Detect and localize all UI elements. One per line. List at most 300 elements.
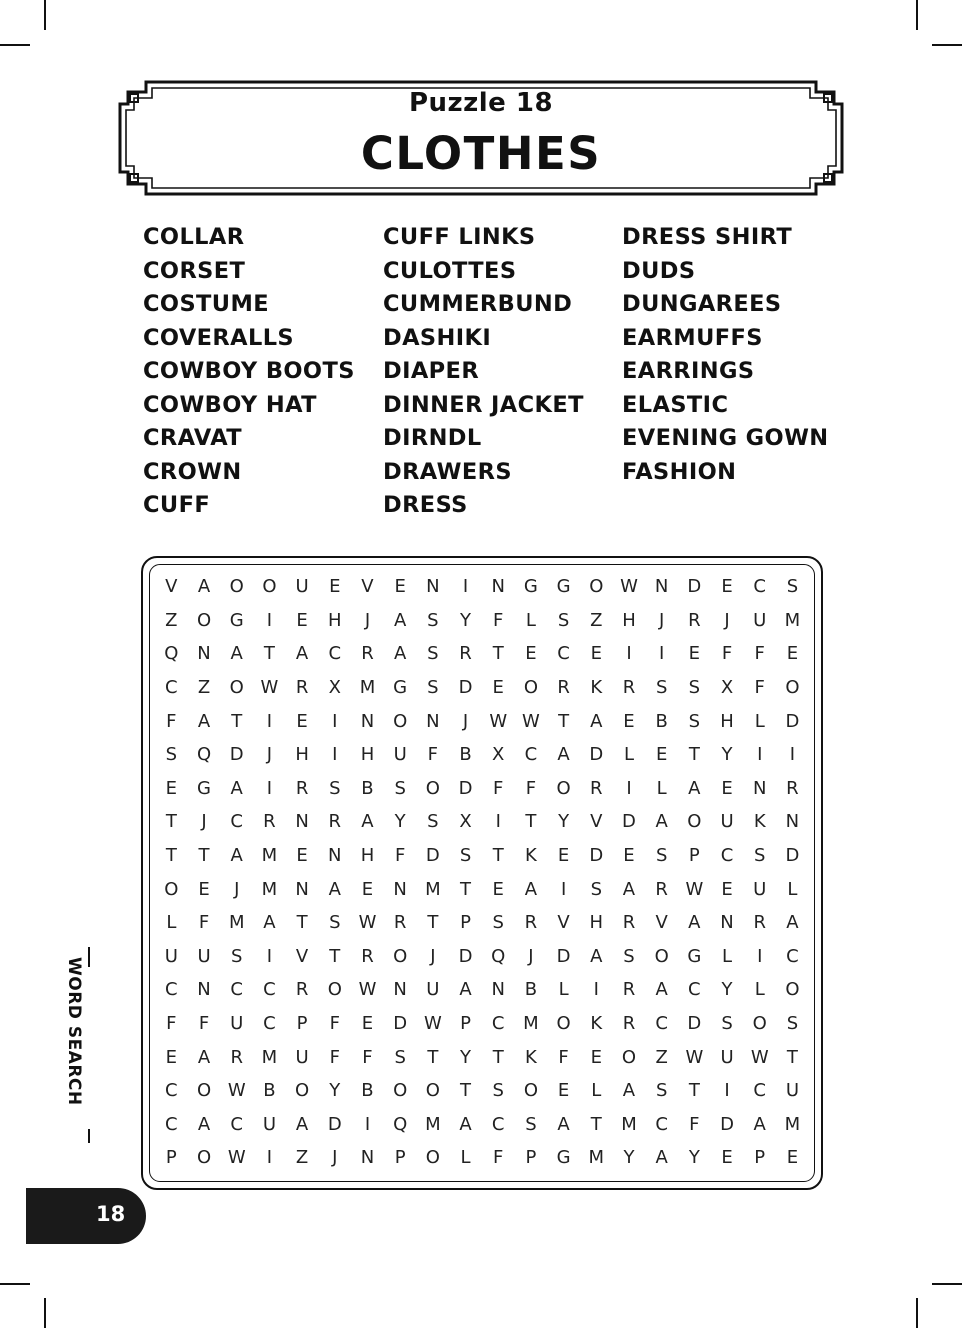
grid-letter[interactable]: L	[558, 979, 569, 1001]
grid-letter[interactable]: F	[525, 777, 537, 799]
grid-letter[interactable]: Z	[295, 1147, 309, 1169]
grid-letter[interactable]: Z	[590, 609, 603, 631]
grid-letter[interactable]: O	[654, 945, 669, 967]
grid-letter[interactable]: X	[720, 677, 734, 699]
grid-letter[interactable]: M	[261, 845, 278, 867]
grid-letter[interactable]: B	[361, 1080, 374, 1102]
grid-letter[interactable]: V	[165, 576, 178, 598]
grid-letter[interactable]: J	[266, 744, 273, 766]
grid-letter[interactable]: J	[332, 1147, 338, 1169]
grid-letter[interactable]: A	[688, 912, 701, 934]
grid-letter[interactable]: U	[426, 979, 440, 1001]
grid-letter[interactable]: W	[423, 1013, 442, 1035]
grid-letter[interactable]: R	[361, 945, 374, 967]
grid-letter[interactable]: A	[230, 845, 243, 867]
grid-letter[interactable]: P	[394, 1147, 406, 1169]
grid-letter[interactable]: G	[229, 609, 244, 631]
grid-letter[interactable]: S	[394, 777, 406, 799]
grid-letter[interactable]: P	[460, 1013, 471, 1035]
grid-letter[interactable]: E	[492, 677, 504, 699]
grid-letter[interactable]: O	[556, 1013, 571, 1035]
grid-letter[interactable]: U	[720, 811, 734, 833]
grid-letter[interactable]: L	[754, 710, 765, 732]
grid-letter[interactable]: F	[493, 609, 504, 631]
grid-letter[interactable]: E	[721, 1147, 733, 1169]
grid-letter[interactable]: T	[198, 845, 210, 867]
grid-letter[interactable]: R	[361, 643, 374, 665]
grid-letter[interactable]: O	[523, 677, 538, 699]
grid-letter[interactable]: O	[785, 979, 800, 1001]
grid-letter[interactable]: G	[556, 1147, 571, 1169]
grid-letter[interactable]: W	[685, 878, 704, 900]
grid-letter[interactable]: R	[295, 979, 309, 1001]
grid-letter[interactable]: N	[197, 643, 211, 665]
grid-letter[interactable]: O	[295, 1080, 310, 1102]
grid-letter[interactable]: R	[622, 912, 636, 934]
grid-letter[interactable]: N	[197, 979, 211, 1001]
grid-letter[interactable]: A	[295, 1113, 309, 1135]
grid-letter[interactable]: P	[525, 1147, 537, 1169]
grid-letter[interactable]: E	[721, 777, 733, 799]
grid-letter[interactable]: O	[262, 576, 277, 598]
grid-letter[interactable]: U	[753, 878, 767, 900]
grid-letter[interactable]: K	[590, 1013, 603, 1035]
grid-letter[interactable]: S	[688, 677, 701, 699]
grid-letter[interactable]: O	[327, 979, 342, 1001]
grid-letter[interactable]: H	[295, 744, 309, 766]
grid-letter[interactable]: O	[621, 1046, 637, 1068]
grid-letter[interactable]: O	[752, 1013, 767, 1035]
grid-letter[interactable]: E	[329, 576, 341, 598]
grid-letter[interactable]: R	[524, 912, 538, 934]
grid-letter[interactable]: T	[492, 845, 504, 867]
grid-letter[interactable]: F	[362, 1046, 373, 1068]
grid-letter[interactable]: C	[165, 979, 178, 1001]
grid-letter[interactable]: E	[557, 1080, 570, 1102]
grid-letter[interactable]: O	[425, 1080, 440, 1102]
grid-letter[interactable]: S	[525, 1113, 537, 1135]
grid-letter[interactable]: I	[266, 710, 273, 732]
grid-letter[interactable]: J	[364, 609, 371, 631]
grid-letter[interactable]: S	[655, 677, 668, 699]
grid-letter[interactable]: S	[786, 576, 799, 598]
grid-letter[interactable]: C	[491, 1113, 505, 1135]
grid-letter[interactable]: E	[525, 643, 537, 665]
grid-letter[interactable]: B	[263, 1080, 276, 1102]
grid-letter[interactable]: E	[786, 643, 799, 665]
grid-letter[interactable]: P	[754, 1147, 766, 1169]
grid-letter[interactable]: C	[165, 1113, 178, 1135]
grid-letter[interactable]: U	[295, 1046, 309, 1068]
grid-letter[interactable]: G	[687, 945, 702, 967]
grid-letter[interactable]: P	[296, 1013, 308, 1035]
grid-letter[interactable]: D	[589, 744, 604, 766]
grid-letter[interactable]: L	[754, 979, 765, 1001]
grid-letter[interactable]: N	[491, 576, 505, 598]
grid-letter[interactable]: U	[164, 945, 178, 967]
grid-letter[interactable]: B	[459, 744, 472, 766]
grid-letter[interactable]: O	[229, 677, 244, 699]
grid-letter[interactable]: H	[360, 845, 375, 867]
grid-letter[interactable]: C	[524, 744, 538, 766]
grid-letter[interactable]: C	[753, 576, 766, 598]
grid-letter[interactable]: M	[261, 878, 278, 900]
grid-letter[interactable]: S	[427, 643, 439, 665]
grid-letter[interactable]: R	[328, 811, 342, 833]
grid-letter[interactable]: D	[458, 777, 473, 799]
grid-letter[interactable]: R	[622, 677, 636, 699]
grid-letter[interactable]: I	[266, 609, 273, 631]
grid-letter[interactable]: Q	[164, 643, 179, 665]
grid-letter[interactable]: C	[655, 1113, 668, 1135]
grid-letter[interactable]: X	[459, 811, 472, 833]
grid-letter[interactable]: N	[295, 878, 309, 900]
grid-letter[interactable]: L	[591, 1080, 602, 1102]
grid-letter[interactable]: F	[754, 677, 765, 699]
grid-letter[interactable]: R	[786, 777, 799, 799]
grid-letter[interactable]: C	[165, 1080, 178, 1102]
grid-letter[interactable]: A	[393, 643, 407, 665]
grid-letter[interactable]: C	[688, 979, 701, 1001]
grid-letter[interactable]: D	[556, 945, 571, 967]
grid-letter[interactable]: T	[165, 845, 177, 867]
grid-letter[interactable]: C	[491, 1013, 505, 1035]
grid-letter[interactable]: A	[230, 643, 243, 665]
grid-letter[interactable]: G	[197, 777, 211, 799]
grid-letter[interactable]: J	[528, 945, 534, 967]
grid-letter[interactable]: S	[427, 811, 439, 833]
grid-letter[interactable]: A	[361, 811, 374, 833]
grid-letter[interactable]: M	[621, 1113, 637, 1135]
grid-letter[interactable]: A	[655, 811, 668, 833]
grid-letter[interactable]: A	[393, 609, 407, 631]
grid-letter[interactable]: E	[623, 845, 635, 867]
grid-letter[interactable]: U	[393, 744, 407, 766]
grid-letter[interactable]: F	[198, 912, 210, 934]
grid-letter[interactable]: S	[492, 912, 504, 934]
grid-letter[interactable]: A	[197, 1113, 211, 1135]
grid-letter[interactable]: F	[166, 1013, 177, 1035]
grid-letter[interactable]: W	[358, 912, 377, 934]
grid-letter[interactable]: E	[296, 710, 308, 732]
grid-letter[interactable]: O	[523, 1080, 538, 1102]
grid-letter[interactable]: R	[557, 677, 570, 699]
grid-letter[interactable]: C	[230, 979, 243, 1001]
grid-letter[interactable]: U	[197, 945, 211, 967]
grid-letter[interactable]: S	[427, 609, 439, 631]
grid-letter[interactable]: F	[329, 1046, 340, 1068]
grid-letter[interactable]: W	[260, 677, 279, 699]
grid-letter[interactable]: C	[557, 643, 570, 665]
grid-letter[interactable]: R	[753, 912, 766, 934]
grid-letter[interactable]: J	[201, 811, 207, 833]
grid-letter[interactable]: D	[687, 576, 702, 598]
grid-letter[interactable]: N	[360, 710, 375, 732]
grid-letter[interactable]: F	[394, 845, 406, 867]
grid-letter[interactable]: R	[295, 777, 309, 799]
grid-letter[interactable]: S	[427, 677, 439, 699]
grid-letter[interactable]: A	[557, 744, 570, 766]
grid-letter[interactable]: T	[296, 912, 308, 934]
grid-letter[interactable]: S	[590, 878, 602, 900]
grid-letter[interactable]: T	[786, 1046, 798, 1068]
grid-letter[interactable]: R	[230, 1046, 243, 1068]
grid-letter[interactable]: C	[720, 845, 734, 867]
grid-letter[interactable]: A	[688, 777, 701, 799]
grid-letter[interactable]: E	[361, 878, 374, 900]
grid-letter[interactable]: U	[295, 576, 309, 598]
grid-letter[interactable]: Z	[655, 1046, 668, 1068]
grid-letter[interactable]: F	[329, 1013, 340, 1035]
grid-letter[interactable]: D	[393, 1013, 408, 1035]
grid-letter[interactable]: O	[589, 576, 604, 598]
grid-letter[interactable]: I	[789, 744, 796, 766]
grid-letter[interactable]: Y	[329, 1080, 341, 1102]
grid-letter[interactable]: L	[722, 945, 733, 967]
grid-letter[interactable]: I	[626, 643, 632, 665]
grid-letter[interactable]: I	[332, 710, 338, 732]
grid-letter[interactable]: V	[655, 912, 668, 934]
grid-letter[interactable]: E	[655, 744, 668, 766]
grid-letter[interactable]: L	[656, 777, 667, 799]
grid-letter[interactable]: S	[655, 1080, 668, 1102]
grid-letter[interactable]: S	[754, 845, 766, 867]
grid-letter[interactable]: M	[588, 1147, 605, 1169]
grid-letter[interactable]: S	[688, 710, 701, 732]
grid-letter[interactable]: W	[522, 710, 540, 732]
grid-letter[interactable]: Q	[491, 945, 506, 967]
grid-letter[interactable]: A	[328, 878, 341, 900]
grid-letter[interactable]: N	[720, 912, 734, 934]
grid-letter[interactable]: Y	[558, 811, 570, 833]
grid-letter[interactable]: K	[525, 1046, 537, 1068]
grid-letter[interactable]: S	[721, 1013, 733, 1035]
grid-letter[interactable]: M	[425, 1113, 441, 1135]
grid-letter[interactable]: A	[263, 912, 276, 934]
grid-letter[interactable]: S	[165, 744, 178, 766]
grid-letter[interactable]: A	[197, 710, 211, 732]
grid-letter[interactable]: G	[556, 576, 571, 598]
grid-letter[interactable]: D	[589, 845, 604, 867]
grid-letter[interactable]: R	[622, 979, 636, 1001]
grid-letter[interactable]: C	[165, 677, 178, 699]
grid-letter[interactable]: V	[295, 945, 309, 967]
grid-letter[interactable]: F	[198, 1013, 210, 1035]
grid-letter[interactable]: O	[425, 777, 440, 799]
grid-letter[interactable]: F	[493, 777, 504, 799]
grid-letter[interactable]: Y	[394, 811, 406, 833]
grid-letter[interactable]: K	[590, 677, 603, 699]
grid-letter[interactable]: N	[295, 811, 309, 833]
grid-letter[interactable]: F	[427, 744, 439, 766]
grid-letter[interactable]: J	[462, 710, 469, 732]
grid-letter[interactable]: T	[492, 1046, 504, 1068]
grid-letter[interactable]: I	[364, 1113, 371, 1135]
grid-letter[interactable]: T	[165, 811, 177, 833]
grid-letter[interactable]: M	[784, 1113, 801, 1135]
grid-letter[interactable]: W	[358, 979, 377, 1001]
grid-letter[interactable]: W	[685, 1046, 704, 1068]
grid-letter[interactable]: T	[590, 1113, 602, 1135]
grid-letter[interactable]: Y	[460, 609, 472, 631]
grid-letter[interactable]: X	[492, 744, 505, 766]
grid-letter[interactable]: I	[593, 979, 599, 1001]
grid-letter[interactable]: M	[359, 677, 376, 699]
grid-letter[interactable]: W	[489, 710, 508, 732]
grid-letter[interactable]: C	[263, 979, 276, 1001]
grid-letter[interactable]: H	[622, 609, 636, 631]
grid-letter[interactable]: U	[262, 1113, 276, 1135]
grid-letter[interactable]: G	[523, 576, 538, 598]
grid-letter[interactable]: F	[721, 643, 733, 665]
grid-letter[interactable]: E	[296, 609, 308, 631]
grid-letter[interactable]: C	[786, 945, 799, 967]
grid-letter[interactable]: L	[166, 912, 177, 934]
grid-letter[interactable]: A	[459, 979, 472, 1001]
grid-letter[interactable]: H	[589, 912, 604, 934]
grid-letter[interactable]: L	[460, 1147, 471, 1169]
grid-letter[interactable]: D	[687, 1013, 702, 1035]
grid-letter[interactable]: E	[165, 1046, 178, 1068]
grid-letter[interactable]: O	[393, 710, 408, 732]
grid-letter[interactable]: U	[720, 1046, 734, 1068]
grid-letter[interactable]: I	[266, 777, 273, 799]
grid-letter[interactable]: R	[590, 777, 603, 799]
grid-letter[interactable]: D	[458, 677, 473, 699]
grid-letter[interactable]: R	[459, 643, 472, 665]
grid-letter[interactable]: I	[757, 744, 763, 766]
grid-letter[interactable]: Q	[196, 744, 212, 766]
grid-letter[interactable]: B	[361, 777, 374, 799]
grid-letter[interactable]: E	[721, 576, 733, 598]
grid-letter[interactable]: H	[360, 744, 375, 766]
grid-letter[interactable]: O	[393, 945, 408, 967]
grid-letter[interactable]: J	[234, 878, 240, 900]
grid-letter[interactable]: D	[458, 945, 473, 967]
grid-letter[interactable]: N	[426, 710, 440, 732]
grid-letter[interactable]: A	[524, 878, 538, 900]
grid-letter[interactable]: L	[525, 609, 536, 631]
grid-letter[interactable]: R	[263, 811, 276, 833]
grid-letter[interactable]: S	[329, 777, 341, 799]
grid-letter[interactable]: I	[659, 643, 665, 665]
grid-letter[interactable]: S	[492, 1080, 504, 1102]
grid-letter[interactable]: D	[785, 845, 800, 867]
grid-letter[interactable]: W	[620, 576, 638, 598]
grid-letter[interactable]: T	[688, 1080, 700, 1102]
grid-letter[interactable]: U	[230, 1013, 244, 1035]
grid-letter[interactable]: O	[687, 811, 702, 833]
grid-letter[interactable]: N	[393, 878, 407, 900]
grid-letter[interactable]: I	[332, 744, 338, 766]
grid-letter[interactable]: A	[655, 979, 668, 1001]
grid-letter[interactable]: S	[459, 845, 472, 867]
grid-letter[interactable]: S	[329, 912, 341, 934]
grid-letter[interactable]: O	[556, 777, 571, 799]
grid-letter[interactable]: D	[720, 1113, 734, 1135]
grid-letter[interactable]: U	[753, 609, 767, 631]
grid-letter[interactable]: L	[623, 744, 634, 766]
grid-letter[interactable]: M	[523, 1013, 539, 1035]
grid-letter[interactable]: I	[626, 777, 632, 799]
grid-letter[interactable]: I	[495, 811, 501, 833]
grid-letter[interactable]: O	[164, 878, 179, 900]
grid-letter[interactable]: T	[231, 710, 243, 732]
grid-letter[interactable]: A	[230, 777, 243, 799]
grid-letter[interactable]: U	[785, 1080, 799, 1102]
grid-letter[interactable]: E	[590, 643, 602, 665]
grid-letter[interactable]: Q	[393, 1113, 408, 1135]
grid-letter[interactable]: N	[491, 979, 505, 1001]
grid-letter[interactable]: C	[263, 1013, 276, 1035]
grid-letter[interactable]: I	[724, 1080, 730, 1102]
grid-letter[interactable]: A	[459, 1113, 472, 1135]
grid-letter[interactable]: E	[361, 1013, 374, 1035]
grid-letter[interactable]: S	[557, 609, 570, 631]
grid-letter[interactable]: N	[654, 576, 669, 598]
grid-letter[interactable]: F	[558, 1046, 569, 1068]
grid-letter[interactable]: O	[196, 1147, 212, 1169]
grid-letter[interactable]: E	[623, 710, 635, 732]
grid-letter[interactable]: S	[623, 945, 635, 967]
grid-letter[interactable]: H	[720, 710, 734, 732]
grid-letter[interactable]: A	[557, 1113, 570, 1135]
grid-letter[interactable]: E	[557, 845, 570, 867]
grid-letter[interactable]: F	[493, 1147, 504, 1169]
grid-letter[interactable]: D	[785, 710, 800, 732]
grid-letter[interactable]: M	[425, 878, 441, 900]
grid-letter[interactable]: W	[750, 1046, 769, 1068]
grid-letter[interactable]: J	[430, 945, 436, 967]
grid-letter[interactable]: Y	[623, 1147, 635, 1169]
grid-letter[interactable]: P	[165, 1147, 177, 1169]
grid-letter[interactable]: X	[328, 677, 341, 699]
grid-letter[interactable]: C	[328, 643, 342, 665]
grid-letter[interactable]: T	[427, 912, 439, 934]
grid-letter[interactable]: E	[786, 1147, 799, 1169]
grid-letter[interactable]: F	[754, 643, 765, 665]
grid-letter[interactable]: T	[558, 710, 570, 732]
grid-letter[interactable]: A	[753, 1113, 766, 1135]
grid-letter[interactable]: T	[263, 643, 275, 665]
grid-letter[interactable]: V	[590, 811, 603, 833]
grid-letter[interactable]: A	[590, 945, 603, 967]
grid-letter[interactable]: N	[328, 845, 342, 867]
grid-letter[interactable]: S	[655, 845, 668, 867]
grid-letter[interactable]: S	[394, 1046, 406, 1068]
grid-letter[interactable]: T	[525, 811, 537, 833]
grid-letter[interactable]: O	[196, 609, 212, 631]
grid-letter[interactable]: J	[724, 609, 730, 631]
grid-letter[interactable]: H	[328, 609, 342, 631]
grid-letter[interactable]: M	[784, 609, 801, 631]
grid-letter[interactable]: I	[560, 878, 567, 900]
grid-letter[interactable]: T	[460, 878, 472, 900]
grid-letter[interactable]: D	[229, 744, 244, 766]
grid-letter[interactable]: S	[231, 945, 243, 967]
grid-letter[interactable]: A	[295, 643, 309, 665]
grid-letter[interactable]: A	[197, 576, 211, 598]
grid-letter[interactable]: Y	[721, 744, 733, 766]
grid-letter[interactable]: R	[393, 912, 407, 934]
grid-letter[interactable]: E	[165, 777, 178, 799]
grid-letter[interactable]: W	[227, 1147, 246, 1169]
grid-letter[interactable]: C	[230, 811, 243, 833]
grid-letter[interactable]: L	[787, 878, 798, 900]
grid-letter[interactable]: O	[785, 677, 800, 699]
grid-letter[interactable]: N	[426, 576, 440, 598]
grid-letter[interactable]: R	[688, 609, 701, 631]
